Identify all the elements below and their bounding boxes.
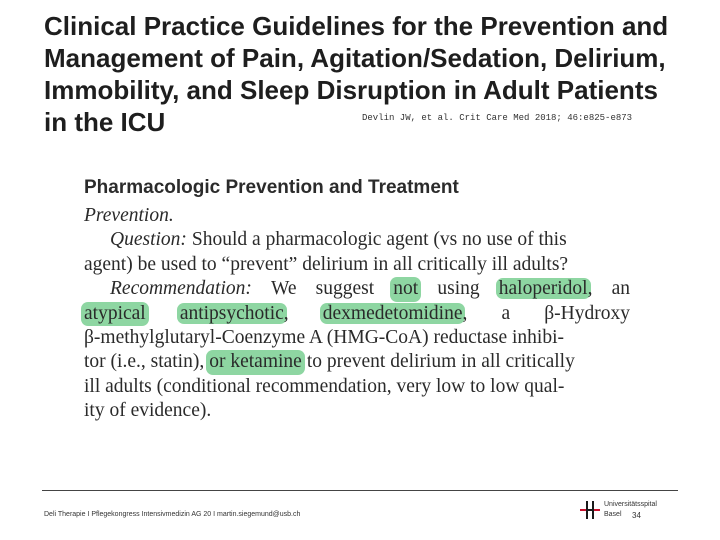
word-we: We: [271, 278, 297, 300]
excerpt-subheading: Prevention.: [84, 205, 174, 226]
logo-line-2: Basel: [604, 511, 622, 518]
logo-line-1: Universitätsspital: [604, 501, 657, 508]
recommendation-label: Recommendation:: [110, 278, 252, 300]
section-heading: Pharmacologic Prevention and Treatment: [84, 177, 459, 198]
footer-text: Deli Therapie I Pflegekongress Intensivmedizin AG 20 I martin.siegemund@usb.ch: [44, 511, 301, 518]
citation: Devlin JW, et al. Crit Care Med 2018; 46:e825-e873: [362, 113, 633, 123]
slide-title: Clinical Practice Guidelines for the Prevention and Management of Pain, Agitation/Sedation, Delirium, Immobility, and Sleep Disruption in Adult Patients in the ICU: [44, 11, 669, 137]
excerpt-text-5: β-methylglutaryl-Coenzyme A (HMG-CoA) reductase inhibi-: [84, 327, 564, 349]
excerpt-text-7: ill adults (conditional recommendation, very low to low qual-: [84, 375, 565, 397]
comma-1: ,: [587, 278, 593, 300]
excerpt-line-4: [84, 302, 630, 326]
excerpt-line-7: [84, 375, 630, 399]
excerpt-line-6: [84, 350, 630, 374]
excerpt-line-2: [84, 253, 630, 277]
page-number: 34: [632, 511, 641, 520]
question-text-2: agent) be used to “prevent” delirium in all critically ill adults?: [84, 253, 569, 275]
highlight-antipsychotic: antipsychotic: [177, 303, 287, 324]
word-using: using: [437, 278, 480, 300]
logo-text: [604, 500, 657, 520]
guideline-excerpt: [84, 204, 630, 424]
excerpt-line-8: [84, 399, 630, 423]
excerpt-text-6: to prevent delirium in all critically: [306, 351, 575, 373]
highlight-atypical: atypical: [81, 302, 149, 326]
word-beta-hydroxy: β-Hydroxy: [544, 302, 630, 324]
word-suggest: suggest: [315, 278, 375, 300]
excerpt-line-1: [84, 228, 630, 252]
highlight-haloperidol: haloperidol: [496, 278, 591, 299]
question-label: Question:: [110, 229, 187, 251]
highlight-ketamine: or ketamine: [206, 350, 305, 374]
highlight-not: not: [390, 277, 421, 301]
word-an: an: [611, 278, 630, 300]
word-a: a: [501, 302, 511, 324]
excerpt-subheading-line: [84, 204, 630, 228]
word-tor-statin: tor (i.e., statin),: [84, 351, 205, 373]
comma-3: ,: [462, 302, 468, 324]
footer-divider: [42, 490, 678, 491]
question-text-1: Should a pharmacologic agent (vs no use of this: [191, 229, 567, 251]
highlight-dexmedetomidine: dexmedetomidine: [320, 303, 466, 324]
comma-2: ,: [283, 302, 289, 324]
excerpt-text-8: ity of evidence).: [84, 400, 212, 422]
excerpt-line-3: [84, 277, 630, 301]
excerpt-line-5: [84, 326, 630, 350]
